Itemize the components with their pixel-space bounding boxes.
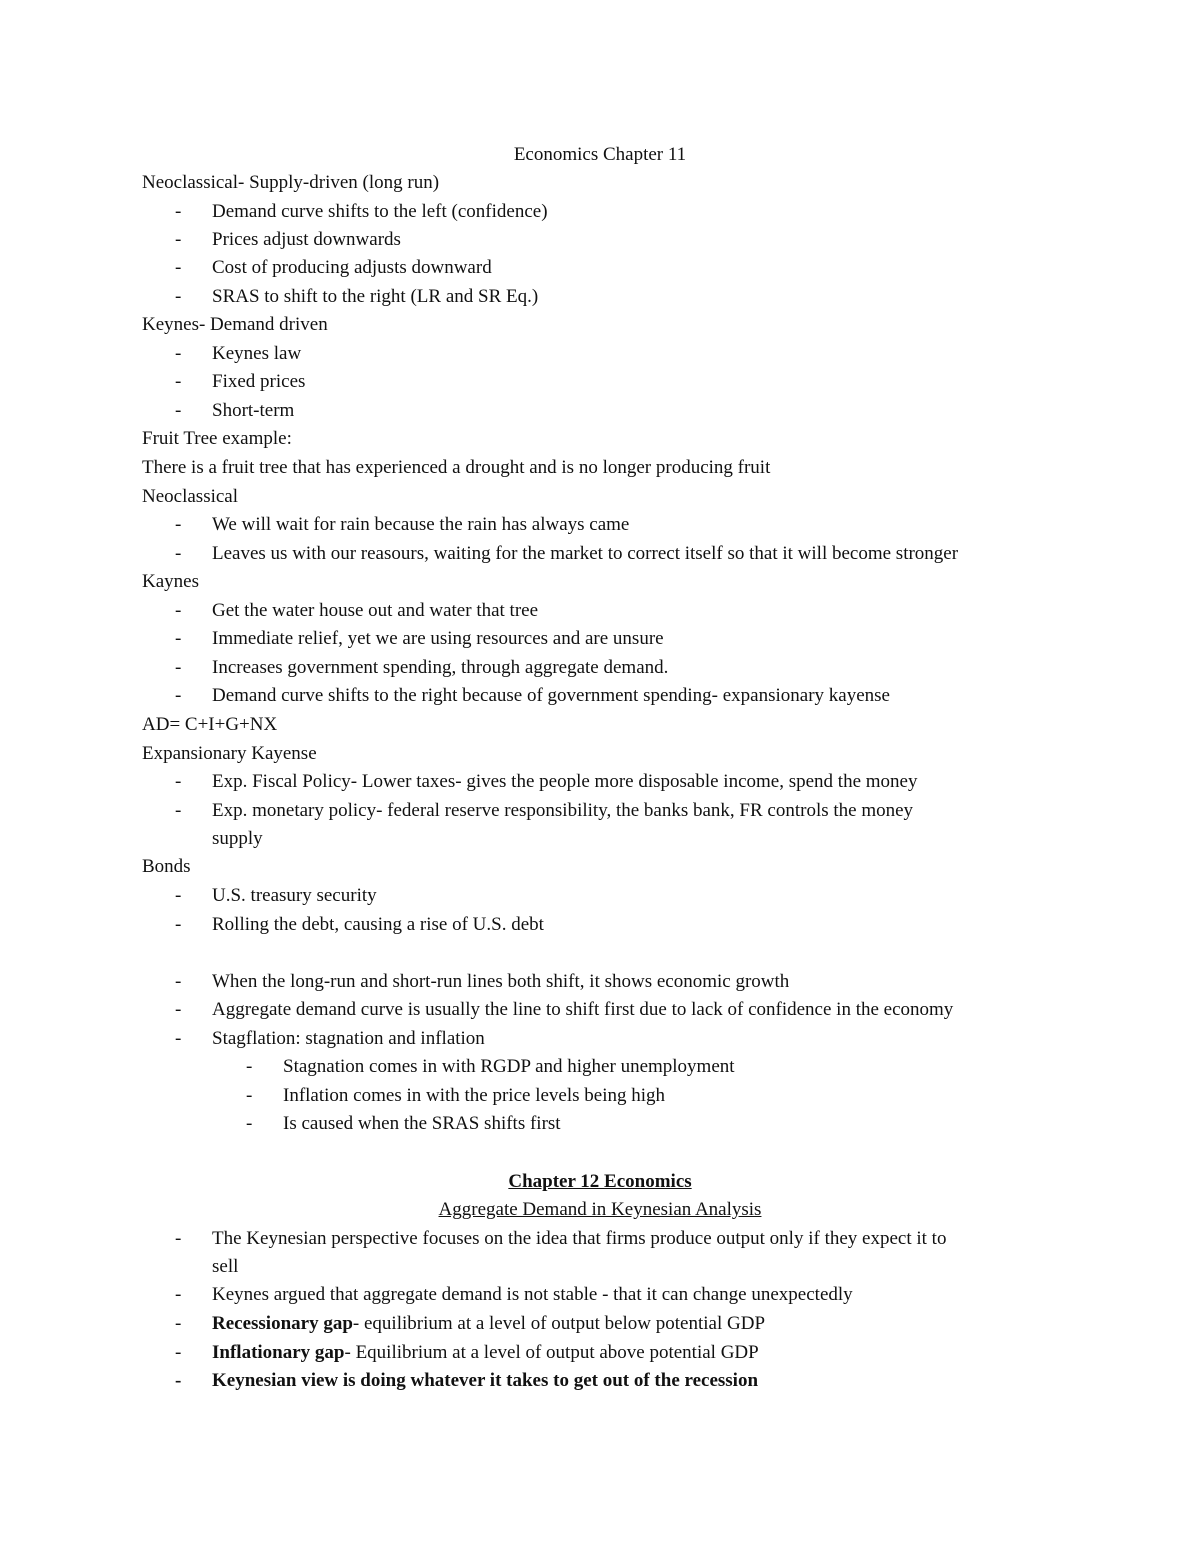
bullet-marker: - <box>175 257 182 278</box>
bullet-marker: - <box>175 286 182 307</box>
bullet-marker: - <box>175 800 182 821</box>
list-item: Stagflation: stagnation and inflation <box>212 1028 485 1049</box>
bullet-marker: - <box>175 1284 182 1305</box>
bullet-marker: - <box>175 999 182 1020</box>
bullet-marker: - <box>175 371 182 392</box>
list-item: The Keynesian perspective focuses on the idea that firms produce output only if they expect it to <box>212 1228 947 1249</box>
sub-bullet-marker: - <box>246 1085 253 1106</box>
term-definition: - equilibrium at a level of output below potential GDP <box>352 1313 766 1334</box>
bullet-marker: - <box>175 914 182 935</box>
list-item-emphasis: Keynesian view is doing whatever it takes to get out of the recession <box>212 1370 759 1391</box>
term-inflationary-gap: Inflationary gap <box>212 1342 345 1363</box>
section-heading: Bonds <box>142 856 191 877</box>
bullet-marker: - <box>175 343 182 364</box>
section-heading: Keynes- Demand driven <box>142 314 328 335</box>
bullet-marker: - <box>175 600 182 621</box>
list-item: Short-term <box>212 400 295 421</box>
bullet-marker: - <box>175 1342 182 1363</box>
list-item: When the long-run and short-run lines both shift, it shows economic growth <box>212 971 790 992</box>
chapter-title: Chapter 12 Economics <box>508 1171 692 1192</box>
list-item: Exp. Fiscal Policy- Lower taxes- gives the people more disposable income, spend the money <box>212 771 918 792</box>
paragraph: There is a fruit tree that has experienced a drought and is no longer producing fruit <box>142 457 771 478</box>
list-item: Increases government spending, through aggregate demand. <box>212 657 669 678</box>
list-item: Leaves us with our reasours, waiting for the market to correct itself so that it will become stronger <box>212 543 959 564</box>
bullet-marker: - <box>175 1028 182 1049</box>
list-item: Keynes argued that aggregate demand is not stable - that it can change unexpectedly <box>212 1284 853 1305</box>
bullet-marker: - <box>175 685 182 706</box>
bullet-marker: - <box>175 885 182 906</box>
list-item: Demand curve shifts to the left (confidence) <box>212 201 548 222</box>
sub-list-item: Inflation comes in with the price levels being high <box>283 1085 666 1106</box>
list-item: Demand curve shifts to the right because of government spending- expansionary kayense <box>212 685 890 706</box>
bullet-marker: - <box>175 971 182 992</box>
bullet-marker: - <box>175 543 182 564</box>
bullet-marker: - <box>175 201 182 222</box>
list-item: We will wait for rain because the rain has always came <box>212 514 630 535</box>
bullet-marker: - <box>175 1228 182 1249</box>
list-item: U.S. treasury security <box>212 885 377 906</box>
bullet-marker: - <box>175 1370 182 1391</box>
section-heading: Expansionary Kayense <box>142 743 317 764</box>
list-item: Immediate relief, yet we are using resources and are unsure <box>212 628 664 649</box>
bullet-marker: - <box>175 628 182 649</box>
sub-list-item: Stagnation comes in with RGDP and higher unemployment <box>283 1056 735 1077</box>
list-item-continuation: sell <box>212 1256 239 1277</box>
bullet-marker: - <box>175 657 182 678</box>
bullet-marker: - <box>175 771 182 792</box>
list-item: Cost of producing adjusts downward <box>212 257 492 278</box>
list-item: Prices adjust downwards <box>212 229 401 250</box>
sub-bullet-marker: - <box>246 1113 253 1134</box>
section-heading: Kaynes <box>142 571 199 592</box>
list-item-continuation: supply <box>212 828 263 849</box>
section-heading: Fruit Tree example: <box>142 428 292 449</box>
section-heading: Neoclassical- Supply-driven (long run) <box>142 172 440 193</box>
bullet-marker: - <box>175 229 182 250</box>
list-item: Get the water house out and water that tree <box>212 600 539 621</box>
list-item <box>212 1310 765 1338</box>
list-item: Aggregate demand curve is usually the line to shift first due to lack of confidence in the economy <box>212 999 954 1020</box>
bullet-marker: - <box>175 1313 182 1334</box>
bullet-marker: - <box>175 400 182 421</box>
document-title: Economics Chapter 11 <box>513 144 687 165</box>
list-item: SRAS to shift to the right (LR and SR Eq.) <box>212 286 539 307</box>
sub-list-item: Is caused when the SRAS shifts first <box>283 1113 561 1134</box>
list-item: Fixed prices <box>212 371 306 392</box>
list-item: Rolling the debt, causing a rise of U.S. debt <box>212 914 544 935</box>
sub-bullet-marker: - <box>246 1056 253 1077</box>
section-heading: Neoclassical <box>142 486 239 507</box>
term-definition: - Equilibrium at a level of output above potential GDP <box>344 1342 759 1363</box>
formula: AD= C+I+G+NX <box>142 714 278 735</box>
list-item: Exp. monetary policy- federal reserve responsibility, the banks bank, FR controls the money <box>212 800 914 821</box>
list-item: Keynes law <box>212 343 302 364</box>
list-item <box>212 1339 759 1367</box>
bullet-marker: - <box>175 514 182 535</box>
term-recessionary-gap: Recessionary gap <box>212 1313 353 1334</box>
chapter-subtitle: Aggregate Demand in Keynesian Analysis <box>438 1199 762 1220</box>
